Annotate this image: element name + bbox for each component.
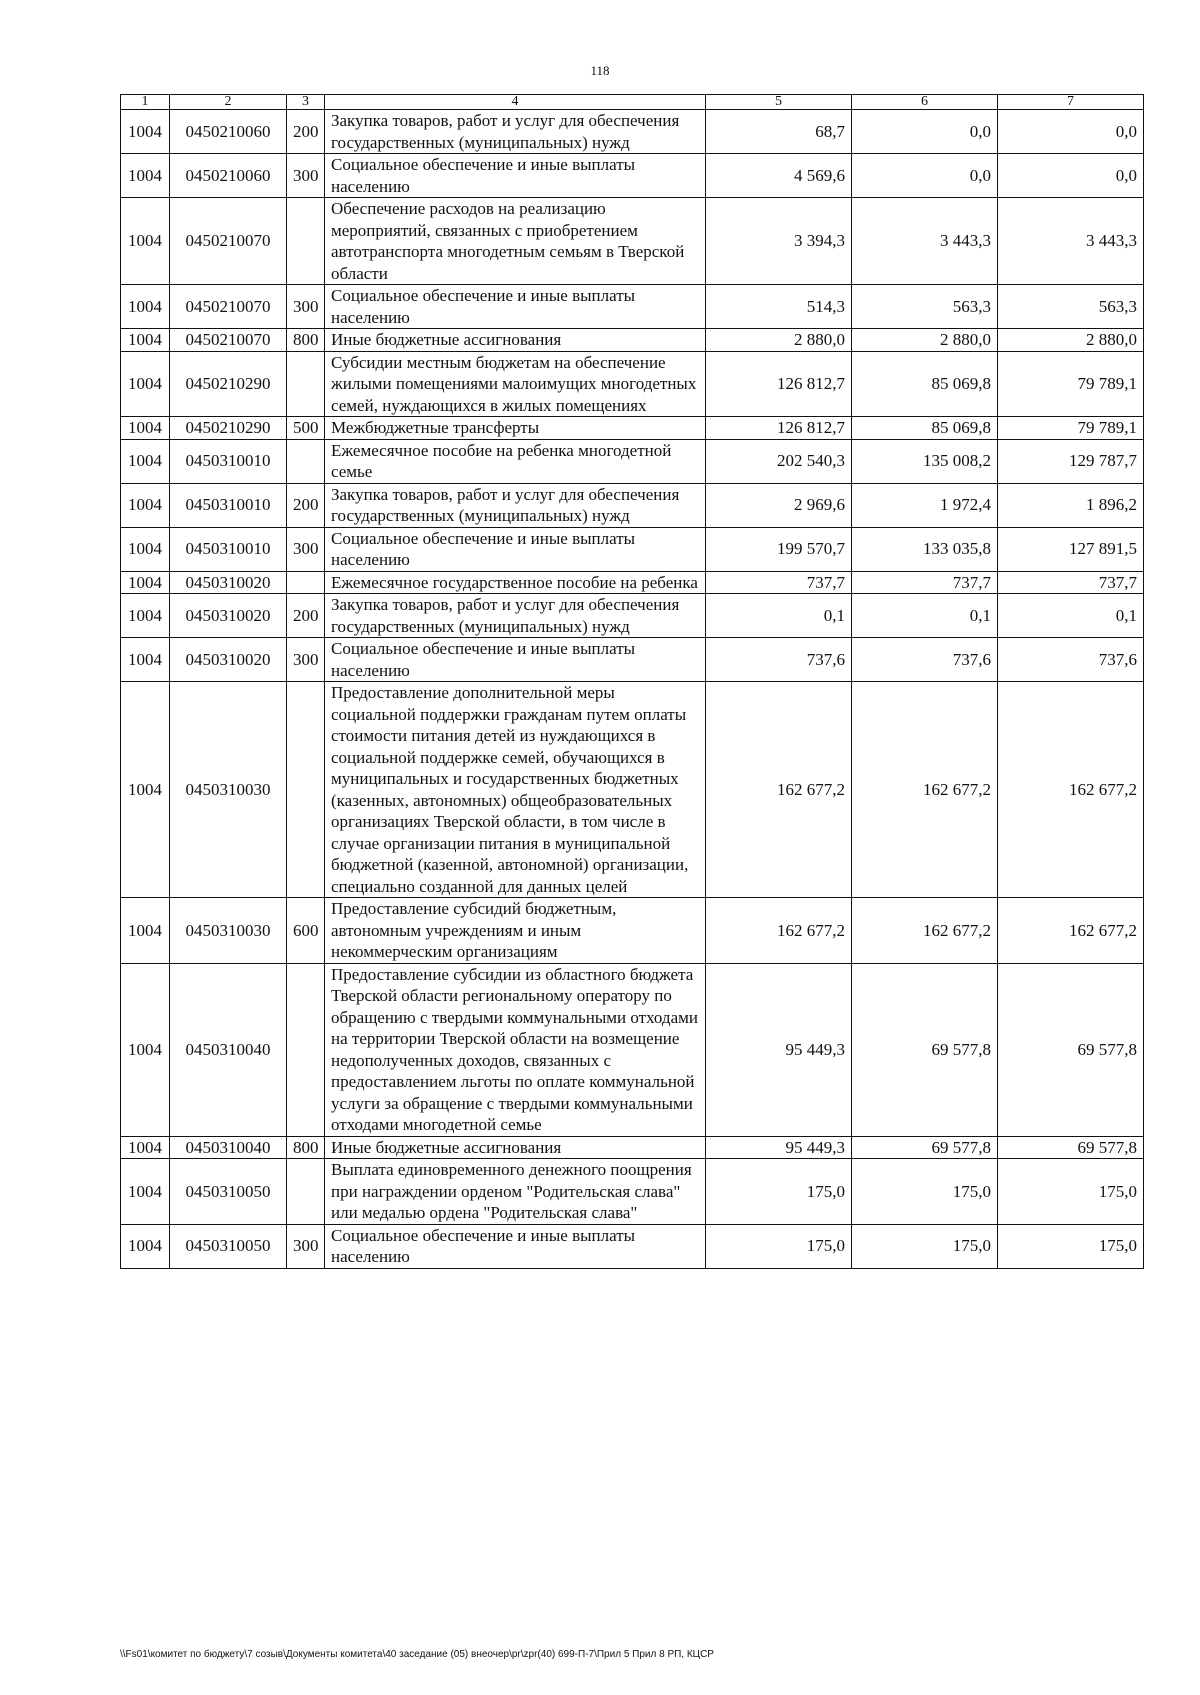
section-code-cell: 1004 (121, 1136, 170, 1159)
description-cell: Ежемесячное государственное пособие на ребенка (325, 571, 706, 594)
target-code-cell: 0450310050 (170, 1159, 287, 1225)
description-cell: Закупка товаров, работ и услуг для обеспечения государственных (муниципальных) нужд (325, 483, 706, 527)
section-code-cell: 1004 (121, 571, 170, 594)
amount-col6-cell: 0,0 (852, 110, 998, 154)
amount-col7-cell: 175,0 (998, 1224, 1144, 1268)
amount-col6-cell: 175,0 (852, 1159, 998, 1225)
amount-col6-cell: 85 069,8 (852, 351, 998, 417)
target-code-cell: 0450210060 (170, 110, 287, 154)
table-row (121, 682, 1144, 898)
expense-type-cell (287, 682, 325, 898)
target-code-cell: 0450310020 (170, 571, 287, 594)
table-row (121, 571, 1144, 594)
description-cell: Закупка товаров, работ и услуг для обеспечения государственных (муниципальных) нужд (325, 594, 706, 638)
expense-type-cell: 300 (287, 285, 325, 329)
section-code-cell: 1004 (121, 1159, 170, 1225)
amount-col6-cell: 69 577,8 (852, 1136, 998, 1159)
section-code-cell: 1004 (121, 439, 170, 483)
amount-col7-cell: 3 443,3 (998, 198, 1144, 285)
header-cell: 6 (852, 95, 998, 110)
amount-col6-cell: 175,0 (852, 1224, 998, 1268)
expense-type-cell (287, 1159, 325, 1225)
description-cell: Иные бюджетные ассигнования (325, 1136, 706, 1159)
target-code-cell: 0450210290 (170, 351, 287, 417)
amount-col5-cell: 95 449,3 (706, 963, 852, 1136)
amount-col5-cell: 199 570,7 (706, 527, 852, 571)
amount-col7-cell: 129 787,7 (998, 439, 1144, 483)
table-row (121, 154, 1144, 198)
header-cell: 1 (121, 95, 170, 110)
description-cell: Иные бюджетные ассигнования (325, 329, 706, 352)
description-cell: Социальное обеспечение и иные выплаты населению (325, 638, 706, 682)
expense-type-cell: 500 (287, 417, 325, 440)
amount-col5-cell: 68,7 (706, 110, 852, 154)
target-code-cell: 0450310040 (170, 1136, 287, 1159)
amount-col5-cell: 3 394,3 (706, 198, 852, 285)
header-cell: 7 (998, 95, 1144, 110)
amount-col5-cell: 126 812,7 (706, 417, 852, 440)
amount-col5-cell: 737,7 (706, 571, 852, 594)
expense-type-cell: 600 (287, 898, 325, 964)
section-code-cell: 1004 (121, 198, 170, 285)
amount-col7-cell: 0,1 (998, 594, 1144, 638)
amount-col6-cell: 1 972,4 (852, 483, 998, 527)
description-cell: Обеспечение расходов на реализацию мероприятий, связанных с приобретением автотранспорта многодетным семьям в Тверской области (325, 198, 706, 285)
expense-type-cell: 800 (287, 329, 325, 352)
amount-col7-cell: 79 789,1 (998, 351, 1144, 417)
table-row (121, 351, 1144, 417)
amount-col7-cell: 0,0 (998, 110, 1144, 154)
amount-col7-cell: 69 577,8 (998, 1136, 1144, 1159)
amount-col5-cell: 2 880,0 (706, 329, 852, 352)
expense-type-cell (287, 351, 325, 417)
header-cell: 4 (325, 95, 706, 110)
amount-col5-cell: 162 677,2 (706, 898, 852, 964)
header-cell: 5 (706, 95, 852, 110)
amount-col5-cell: 2 969,6 (706, 483, 852, 527)
section-code-cell: 1004 (121, 285, 170, 329)
expense-type-cell (287, 571, 325, 594)
page-number: 118 (590, 63, 610, 78)
table-row (121, 963, 1144, 1136)
amount-col5-cell: 175,0 (706, 1224, 852, 1268)
amount-col6-cell: 737,7 (852, 571, 998, 594)
amount-col6-cell: 133 035,8 (852, 527, 998, 571)
description-cell: Ежемесячное пособие на ребенка многодетной семье (325, 439, 706, 483)
amount-col5-cell: 126 812,7 (706, 351, 852, 417)
target-code-cell: 0450310010 (170, 527, 287, 571)
description-cell: Закупка товаров, работ и услуг для обеспечения государственных (муниципальных) нужд (325, 110, 706, 154)
table-row (121, 898, 1144, 964)
amount-col5-cell: 95 449,3 (706, 1136, 852, 1159)
footer-file-path: \\Fs01\комитет по бюджету\7 созыв\Документы комитета\40 заседание (05) внеочер\pr\zpr(40) 699-П-7\Прил 5 Прил 8 РП, КЦСР (120, 1649, 714, 1660)
amount-col7-cell: 162 677,2 (998, 898, 1144, 964)
table-row (121, 527, 1144, 571)
amount-col7-cell: 0,0 (998, 154, 1144, 198)
expense-type-cell: 300 (287, 1224, 325, 1268)
section-code-cell: 1004 (121, 963, 170, 1136)
amount-col6-cell: 162 677,2 (852, 682, 998, 898)
description-cell: Предоставление дополнительной меры социальной поддержки гражданам путем оплаты стоимости питания детей из нуждающихся в социальной поддержке семей, обучающихся в муниципальных и государственных бюджетных (казенных, автономных) общеобразовательных организациях Тверской области, в том числе в случае организации питания в муниципальной бюджетной (казенной, автономной) организации, специально созданной для данных целей (325, 682, 706, 898)
table-row (121, 1159, 1144, 1225)
table-row (121, 439, 1144, 483)
target-code-cell: 0450210070 (170, 285, 287, 329)
amount-col7-cell: 127 891,5 (998, 527, 1144, 571)
table-row (121, 1136, 1144, 1159)
section-code-cell: 1004 (121, 351, 170, 417)
expense-type-cell (287, 439, 325, 483)
expense-type-cell: 200 (287, 110, 325, 154)
amount-col6-cell: 737,6 (852, 638, 998, 682)
amount-col5-cell: 0,1 (706, 594, 852, 638)
target-code-cell: 0450210290 (170, 417, 287, 440)
amount-col6-cell: 0,0 (852, 154, 998, 198)
amount-col5-cell: 4 569,6 (706, 154, 852, 198)
table-row (121, 329, 1144, 352)
amount-col5-cell: 514,3 (706, 285, 852, 329)
amount-col6-cell: 69 577,8 (852, 963, 998, 1136)
target-code-cell: 0450310010 (170, 483, 287, 527)
section-code-cell: 1004 (121, 154, 170, 198)
amount-col7-cell: 162 677,2 (998, 682, 1144, 898)
header-cell: 3 (287, 95, 325, 110)
target-code-cell: 0450210070 (170, 329, 287, 352)
amount-col6-cell: 0,1 (852, 594, 998, 638)
target-code-cell: 0450310030 (170, 898, 287, 964)
target-code-cell: 0450210070 (170, 198, 287, 285)
target-code-cell: 0450210060 (170, 154, 287, 198)
table-row (121, 417, 1144, 440)
target-code-cell: 0450310020 (170, 638, 287, 682)
expense-type-cell: 300 (287, 154, 325, 198)
expense-type-cell (287, 963, 325, 1136)
description-cell: Выплата единовременного денежного поощрения при награждении орденом "Родительская слава" или медалью ордена "Родительская слава" (325, 1159, 706, 1225)
amount-col7-cell: 2 880,0 (998, 329, 1144, 352)
table-row (121, 483, 1144, 527)
table-row (121, 1224, 1144, 1268)
expense-type-cell (287, 198, 325, 285)
section-code-cell: 1004 (121, 682, 170, 898)
table-row (121, 638, 1144, 682)
amount-col7-cell: 1 896,2 (998, 483, 1144, 527)
expense-type-cell: 300 (287, 527, 325, 571)
table-body (121, 110, 1144, 1269)
budget-table (120, 94, 1144, 1269)
target-code-cell: 0450310030 (170, 682, 287, 898)
amount-col5-cell: 162 677,2 (706, 682, 852, 898)
description-cell: Социальное обеспечение и иные выплаты населению (325, 1224, 706, 1268)
expense-type-cell: 800 (287, 1136, 325, 1159)
table-row (121, 198, 1144, 285)
description-cell: Социальное обеспечение и иные выплаты населению (325, 154, 706, 198)
amount-col6-cell: 162 677,2 (852, 898, 998, 964)
amount-col6-cell: 85 069,8 (852, 417, 998, 440)
description-cell: Социальное обеспечение и иные выплаты населению (325, 285, 706, 329)
table-row (121, 285, 1144, 329)
amount-col5-cell: 175,0 (706, 1159, 852, 1225)
expense-type-cell: 200 (287, 483, 325, 527)
table-row (121, 594, 1144, 638)
section-code-cell: 1004 (121, 638, 170, 682)
expense-type-cell: 300 (287, 638, 325, 682)
description-cell: Предоставление субсидий бюджетным, автономным учреждениям и иным некоммерческим организациям (325, 898, 706, 964)
description-cell: Предоставление субсидии из областного бюджета Тверской области региональному оператору по обращению с твердыми коммунальными отходами на территории Тверской области на возмещение недополученных доходов, связанных с предоставлением льготы по оплате коммунальной услуги за обращение с твердыми коммунальными отходами многодетной семье (325, 963, 706, 1136)
amount-col7-cell: 563,3 (998, 285, 1144, 329)
section-code-cell: 1004 (121, 594, 170, 638)
description-cell: Социальное обеспечение и иные выплаты населению (325, 527, 706, 571)
target-code-cell: 0450310010 (170, 439, 287, 483)
section-code-cell: 1004 (121, 898, 170, 964)
target-code-cell: 0450310050 (170, 1224, 287, 1268)
expense-type-cell: 200 (287, 594, 325, 638)
section-code-cell: 1004 (121, 417, 170, 440)
table-header-row (121, 95, 1144, 110)
section-code-cell: 1004 (121, 1224, 170, 1268)
amount-col7-cell: 175,0 (998, 1159, 1144, 1225)
section-code-cell: 1004 (121, 527, 170, 571)
table-row (121, 110, 1144, 154)
amount-col7-cell: 79 789,1 (998, 417, 1144, 440)
amount-col7-cell: 69 577,8 (998, 963, 1144, 1136)
amount-col5-cell: 737,6 (706, 638, 852, 682)
section-code-cell: 1004 (121, 483, 170, 527)
amount-col5-cell: 202 540,3 (706, 439, 852, 483)
header-cell: 2 (170, 95, 287, 110)
amount-col6-cell: 135 008,2 (852, 439, 998, 483)
amount-col7-cell: 737,7 (998, 571, 1144, 594)
amount-col6-cell: 2 880,0 (852, 329, 998, 352)
section-code-cell: 1004 (121, 329, 170, 352)
description-cell: Субсидии местным бюджетам на обеспечение жилыми помещениями малоимущих многодетных семей, нуждающихся в жилых помещениях (325, 351, 706, 417)
description-cell: Межбюджетные трансферты (325, 417, 706, 440)
target-code-cell: 0450310020 (170, 594, 287, 638)
amount-col6-cell: 3 443,3 (852, 198, 998, 285)
section-code-cell: 1004 (121, 110, 170, 154)
amount-col6-cell: 563,3 (852, 285, 998, 329)
amount-col7-cell: 737,6 (998, 638, 1144, 682)
target-code-cell: 0450310040 (170, 963, 287, 1136)
